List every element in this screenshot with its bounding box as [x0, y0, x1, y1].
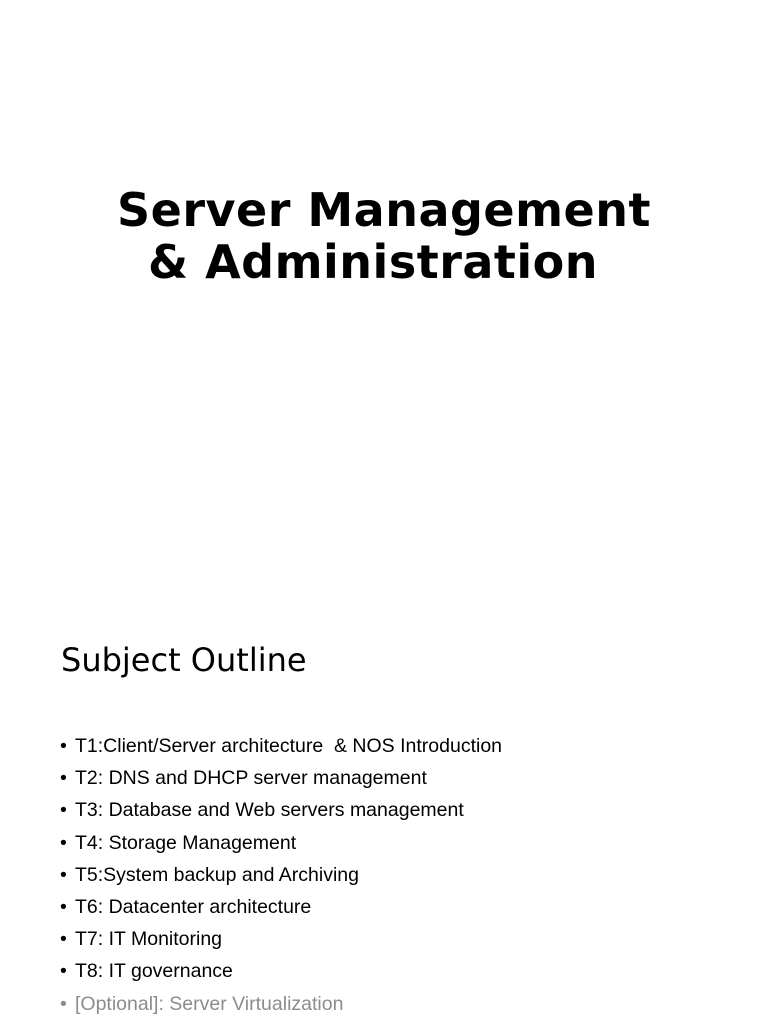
outline-item: [60, 794, 502, 826]
outline-item-label: T4: Storage Management: [75, 831, 297, 854]
outline-item: [60, 762, 502, 794]
outline-item: [60, 955, 502, 987]
bullet-icon: •: [60, 863, 67, 886]
slide-title: [0, 184, 768, 288]
slide-title-line-2: & Administration: [147, 235, 599, 289]
outline-item: [60, 923, 502, 955]
bullet-icon: •: [60, 992, 67, 1015]
bullet-icon: •: [60, 767, 67, 790]
bullet-icon: •: [60, 831, 67, 854]
outline-item: [60, 859, 502, 891]
outline-item-label: T1:Client/Server architecture & NOS Introduction: [75, 735, 503, 757]
outline-item: [60, 827, 502, 859]
outline-item-label: T6: Datacenter architecture: [75, 896, 312, 919]
outline-item-label: T7: IT Monitoring: [75, 928, 223, 951]
outline-item-optional: [60, 988, 502, 1020]
bullet-icon: •: [60, 928, 67, 951]
outline-item: [60, 891, 502, 923]
outline-item: [60, 730, 502, 762]
bullet-icon: •: [60, 735, 67, 757]
bullet-icon: •: [60, 960, 67, 983]
subject-outline-list: [60, 730, 502, 1020]
slide-title-line-1: Server Management: [117, 183, 651, 237]
outline-item-label: T3: Database and Web servers management: [75, 799, 464, 822]
bullet-icon: •: [60, 799, 67, 822]
outline-item-label: T2: DNS and DHCP server management: [75, 767, 427, 790]
outline-item-label: [Optional]: Server Virtualization: [75, 992, 344, 1015]
bullet-icon: •: [60, 896, 67, 919]
outline-item-label: T5:System backup and Archiving: [75, 863, 359, 886]
outline-item-label: T8: IT governance: [75, 960, 233, 983]
subject-outline-heading: Subject Outline: [61, 641, 307, 679]
